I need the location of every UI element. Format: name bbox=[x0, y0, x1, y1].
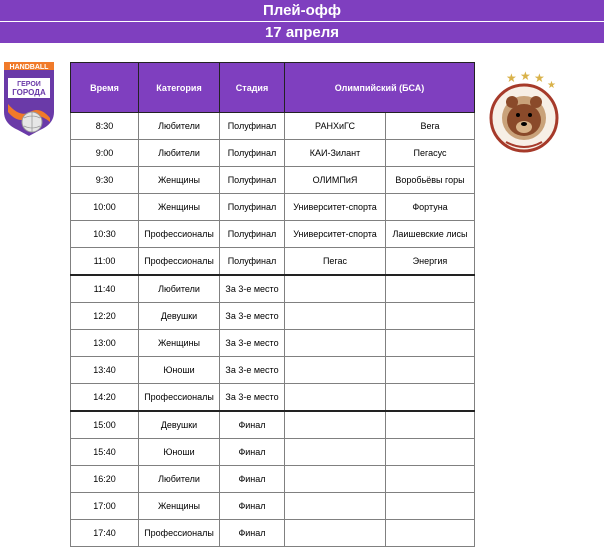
team2-cell bbox=[386, 466, 475, 493]
handball-heroes-logo bbox=[0, 60, 58, 140]
table-row bbox=[71, 466, 475, 493]
time-cell: 12:20 bbox=[71, 303, 139, 330]
team1-cell: КАИ-Зилант bbox=[285, 140, 386, 167]
category-cell: Любители bbox=[139, 140, 220, 167]
stage-cell: Полуфинал bbox=[220, 221, 285, 248]
team2-cell bbox=[386, 357, 475, 384]
team1-cell bbox=[285, 303, 386, 330]
stage-cell: Полуфинал bbox=[220, 113, 285, 140]
col-header-venue: Олимпийский (БСА) bbox=[285, 63, 475, 113]
category-cell: Девушки bbox=[139, 411, 220, 439]
table-row bbox=[71, 384, 475, 412]
team1-cell bbox=[285, 493, 386, 520]
team1-cell bbox=[285, 466, 386, 493]
schedule-table bbox=[70, 62, 475, 547]
time-cell: 17:00 bbox=[71, 493, 139, 520]
col-header-category: Категория bbox=[139, 63, 220, 113]
team1-cell bbox=[285, 275, 386, 303]
team1-cell bbox=[285, 439, 386, 466]
category-cell: Женщины bbox=[139, 194, 220, 221]
stage-cell: Полуфинал bbox=[220, 140, 285, 167]
team1-cell bbox=[285, 330, 386, 357]
time-cell: 16:20 bbox=[71, 466, 139, 493]
stage-cell: Финал bbox=[220, 466, 285, 493]
category-cell: Женщины bbox=[139, 330, 220, 357]
team1-cell bbox=[285, 520, 386, 547]
team1-cell: Университет-спорта bbox=[285, 194, 386, 221]
team1-cell: Пегас bbox=[285, 248, 386, 276]
table-row bbox=[71, 275, 475, 303]
team2-cell: Пегасус bbox=[386, 140, 475, 167]
team2-cell: Лаишевские лисы bbox=[386, 221, 475, 248]
team2-cell: Вега bbox=[386, 113, 475, 140]
stage-cell: Полуфинал bbox=[220, 248, 285, 276]
col-header-stage: Стадия bbox=[220, 63, 285, 113]
category-cell: Любители bbox=[139, 466, 220, 493]
stage-cell: Финал bbox=[220, 493, 285, 520]
team2-cell: Воробьёвы горы bbox=[386, 167, 475, 194]
team2-cell bbox=[386, 411, 475, 439]
time-cell: 10:30 bbox=[71, 221, 139, 248]
time-cell: 17:40 bbox=[71, 520, 139, 547]
category-cell: Женщины bbox=[139, 167, 220, 194]
page-title: Плей-офф bbox=[0, 0, 604, 21]
stage-cell: За 3-е место bbox=[220, 357, 285, 384]
bear-club-logo bbox=[486, 70, 566, 156]
time-cell: 8:30 bbox=[71, 113, 139, 140]
category-cell: Юноши bbox=[139, 439, 220, 466]
table-row bbox=[71, 411, 475, 439]
time-cell: 11:40 bbox=[71, 275, 139, 303]
svg-text:★: ★ bbox=[534, 71, 545, 85]
time-cell: 13:00 bbox=[71, 330, 139, 357]
svg-text:★: ★ bbox=[547, 80, 556, 91]
time-cell: 10:00 bbox=[71, 194, 139, 221]
stage-cell: Полуфинал bbox=[220, 167, 285, 194]
svg-text:★: ★ bbox=[520, 70, 531, 83]
team1-cell: ОЛИМПиЯ bbox=[285, 167, 386, 194]
svg-text:HANDBALL: HANDBALL bbox=[9, 64, 49, 71]
team2-cell bbox=[386, 493, 475, 520]
table-row bbox=[71, 194, 475, 221]
table-header-row bbox=[71, 63, 475, 113]
team1-cell: РАНХиГС bbox=[285, 113, 386, 140]
team2-cell bbox=[386, 439, 475, 466]
svg-text:ГОРОДА: ГОРОДА bbox=[12, 88, 46, 97]
category-cell: Профессионалы bbox=[139, 384, 220, 412]
table-row bbox=[71, 248, 475, 276]
table-row bbox=[71, 520, 475, 547]
svg-text:★: ★ bbox=[506, 71, 517, 85]
stage-cell: За 3-е место bbox=[220, 303, 285, 330]
category-cell: Профессионалы bbox=[139, 520, 220, 547]
team2-cell bbox=[386, 384, 475, 412]
stage-cell: За 3-е место bbox=[220, 384, 285, 412]
table-row bbox=[71, 330, 475, 357]
stage-cell: Финал bbox=[220, 411, 285, 439]
col-header-time: Время bbox=[71, 63, 139, 113]
stage-cell: За 3-е место bbox=[220, 275, 285, 303]
table-row bbox=[71, 493, 475, 520]
category-cell: Профессионалы bbox=[139, 221, 220, 248]
table-row bbox=[71, 303, 475, 330]
team1-cell: Университет-спорта bbox=[285, 221, 386, 248]
category-cell: Любители bbox=[139, 113, 220, 140]
category-cell: Юноши bbox=[139, 357, 220, 384]
team2-cell: Фортуна bbox=[386, 194, 475, 221]
time-cell: 14:20 bbox=[71, 384, 139, 412]
date-banner: 17 апреля bbox=[0, 22, 604, 43]
stage-cell: Финал bbox=[220, 439, 285, 466]
table-row bbox=[71, 113, 475, 140]
team2-cell bbox=[386, 275, 475, 303]
table-row bbox=[71, 439, 475, 466]
stage-cell: Финал bbox=[220, 520, 285, 547]
category-cell: Женщины bbox=[139, 493, 220, 520]
team1-cell bbox=[285, 357, 386, 384]
time-cell: 11:00 bbox=[71, 248, 139, 276]
table-row bbox=[71, 357, 475, 384]
category-cell: Любители bbox=[139, 275, 220, 303]
table-row bbox=[71, 140, 475, 167]
time-cell: 13:40 bbox=[71, 357, 139, 384]
team2-cell bbox=[386, 520, 475, 547]
category-cell: Профессионалы bbox=[139, 248, 220, 276]
category-cell: Девушки bbox=[139, 303, 220, 330]
table-row bbox=[71, 221, 475, 248]
team2-cell bbox=[386, 330, 475, 357]
team2-cell: Энергия bbox=[386, 248, 475, 276]
team1-cell bbox=[285, 384, 386, 412]
time-cell: 15:00 bbox=[71, 411, 139, 439]
time-cell: 9:30 bbox=[71, 167, 139, 194]
table-row bbox=[71, 167, 475, 194]
team1-cell bbox=[285, 411, 386, 439]
team2-cell bbox=[386, 303, 475, 330]
time-cell: 9:00 bbox=[71, 140, 139, 167]
svg-text:ГЕРОИ: ГЕРОИ bbox=[17, 81, 41, 88]
time-cell: 15:40 bbox=[71, 439, 139, 466]
stage-cell: Полуфинал bbox=[220, 194, 285, 221]
stage-cell: За 3-е место bbox=[220, 330, 285, 357]
